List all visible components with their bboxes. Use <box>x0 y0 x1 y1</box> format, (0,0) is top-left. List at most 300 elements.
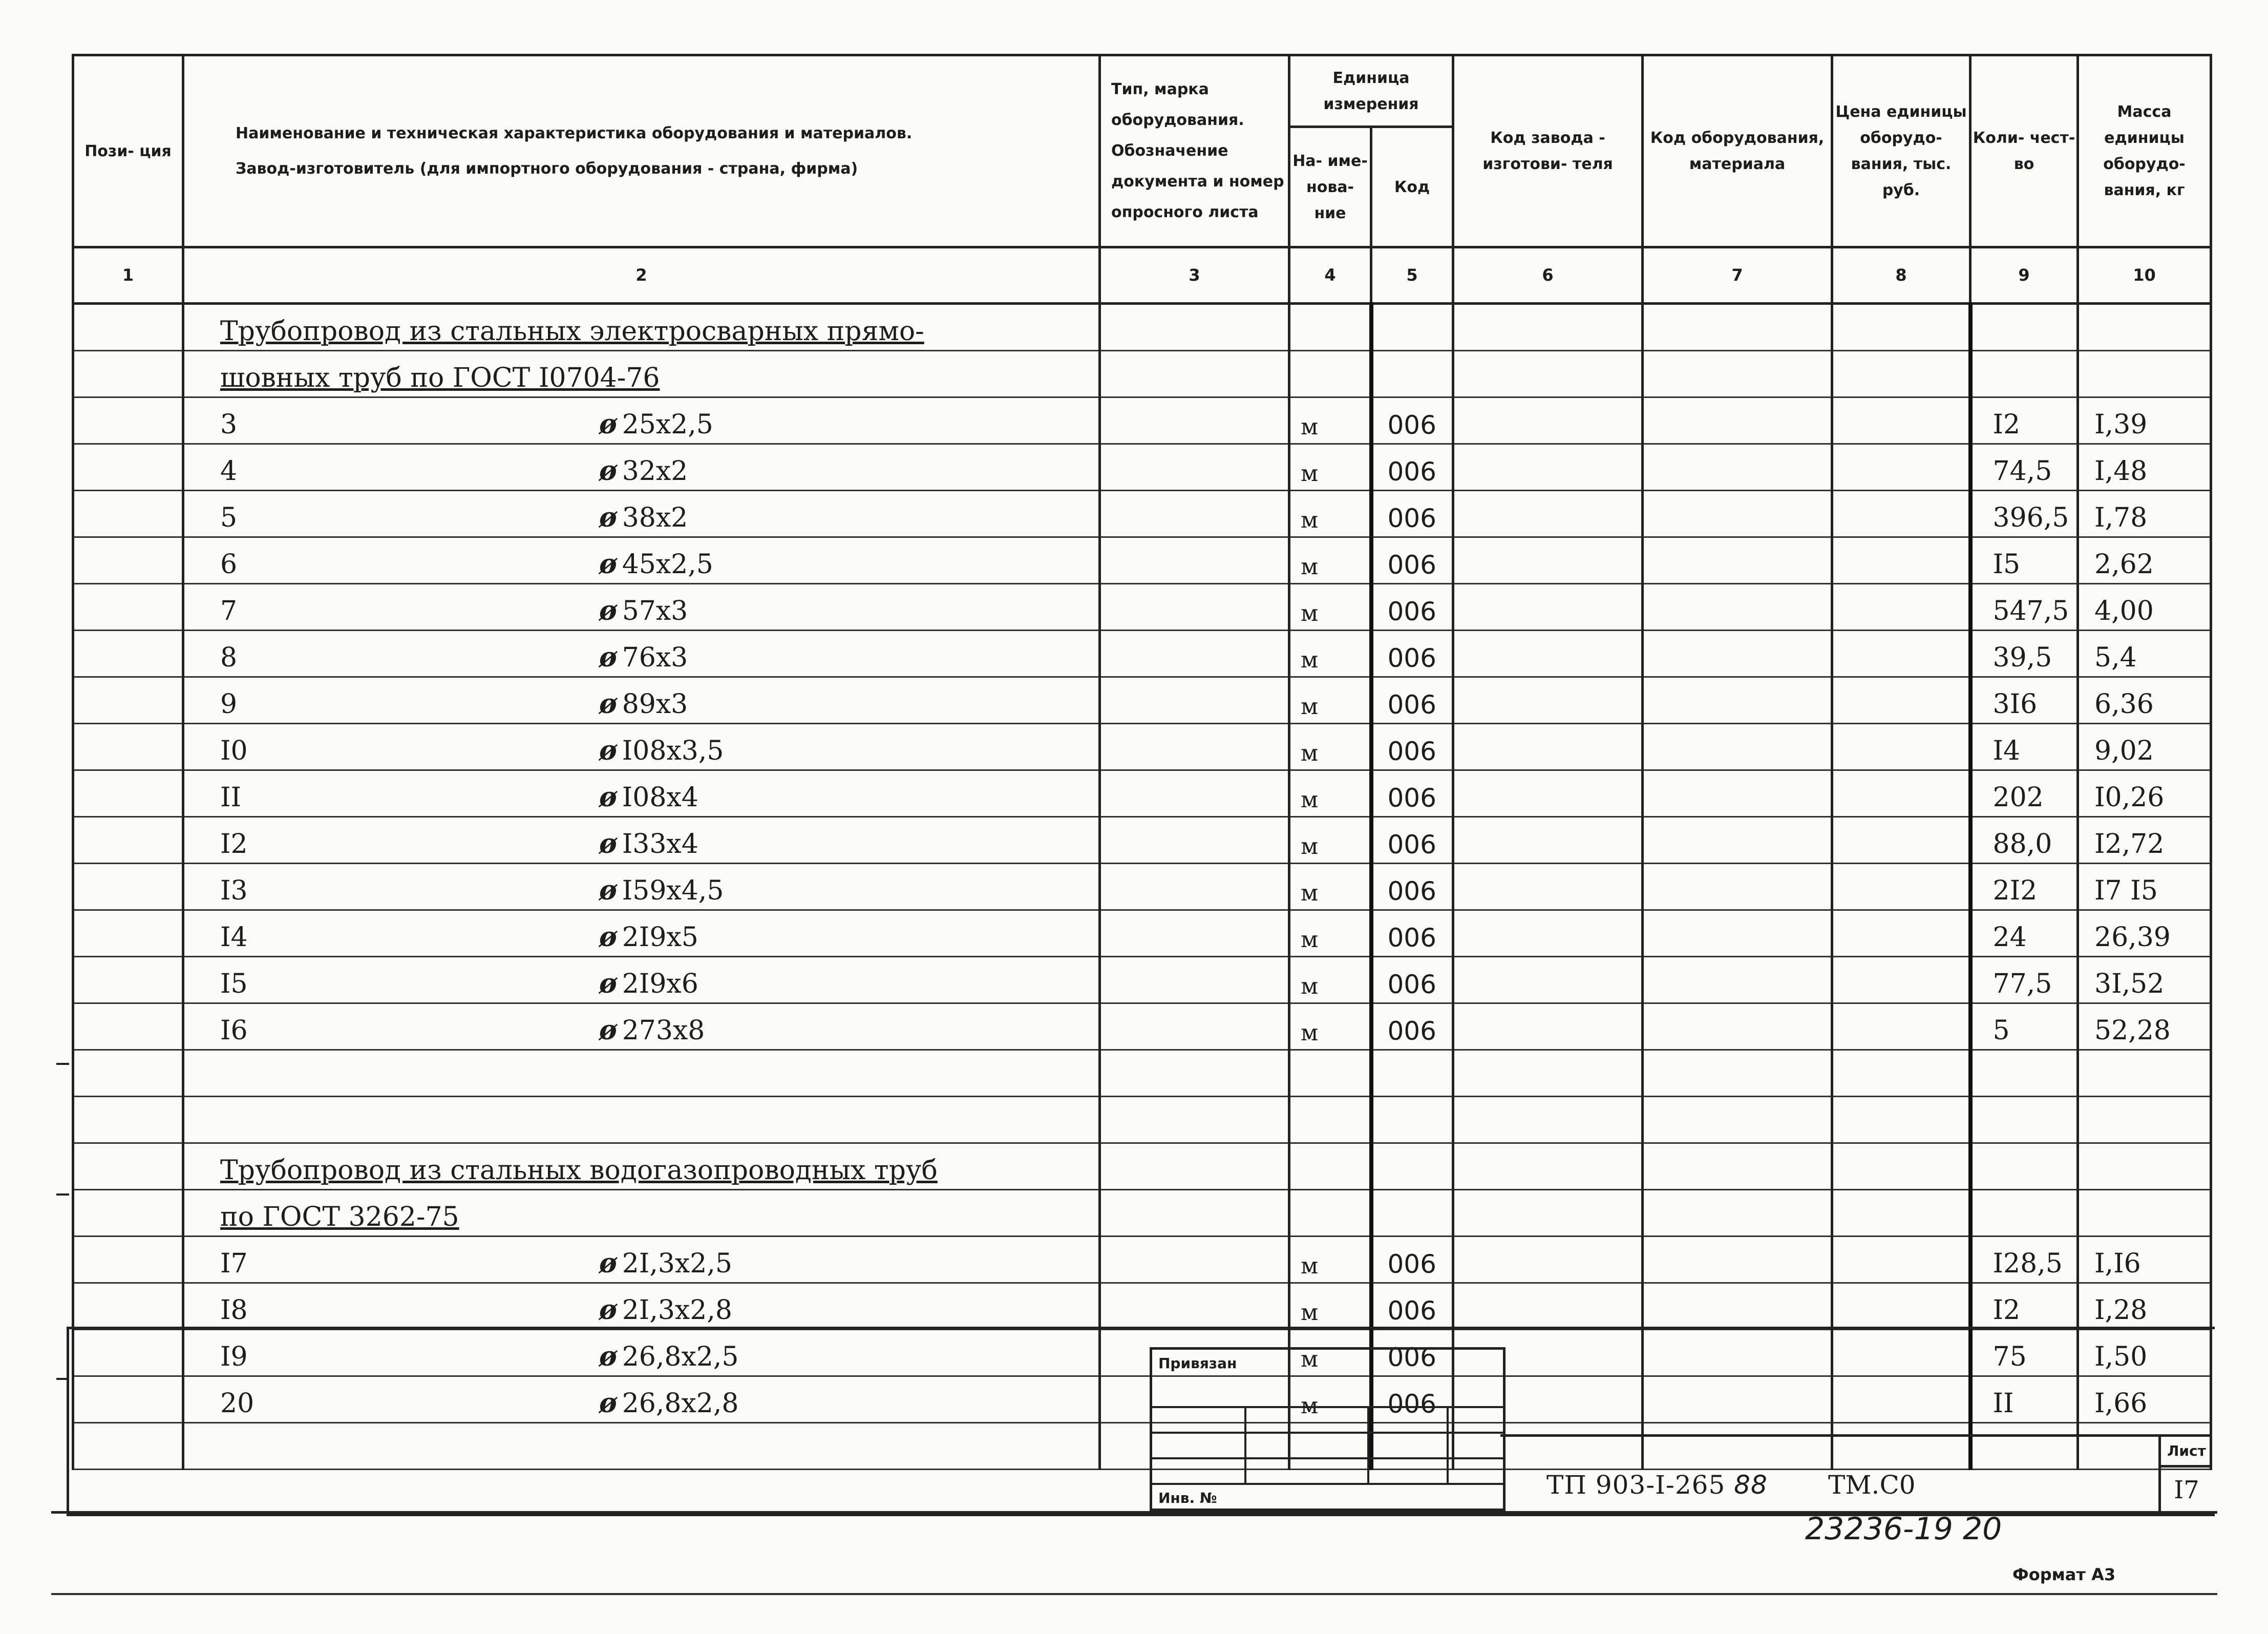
empty-cell <box>1643 1190 1832 1237</box>
factory-code-cell <box>1453 677 1643 724</box>
position-cell <box>73 864 183 910</box>
quantity: 24 <box>1970 910 2078 957</box>
equipment-code-cell <box>1643 397 1832 444</box>
quantity: 2I2 <box>1970 864 2078 910</box>
price-cell <box>1832 631 1970 677</box>
table-row <box>73 957 2211 1003</box>
empty-cell <box>1371 1050 1453 1097</box>
empty-cell <box>2078 1050 2211 1097</box>
margin-tick <box>56 1378 69 1380</box>
unit-name: м <box>1289 1330 1371 1376</box>
type-cell <box>1100 397 1289 444</box>
pipe-size: I08x4 <box>622 782 698 813</box>
empty-cell <box>1643 351 1832 397</box>
price-cell <box>1832 444 1970 491</box>
diameter-icon: ø <box>599 1341 617 1372</box>
empty-cell <box>1643 1050 1832 1097</box>
type-cell <box>1100 957 1289 1003</box>
diameter-icon: ø <box>599 968 617 999</box>
quantity: I2 <box>1970 1283 2078 1330</box>
quantity: I2 <box>1970 397 2078 444</box>
position-cell <box>73 817 183 864</box>
pipe-size: 2I9x6 <box>622 969 698 999</box>
empty-cell <box>2078 1097 2211 1143</box>
price-cell <box>1832 1283 1970 1330</box>
position-cell <box>73 770 183 817</box>
margin-tick <box>56 1063 69 1065</box>
empty-cell <box>1100 1050 1289 1097</box>
diameter-icon: ø <box>599 735 617 766</box>
diameter-icon: ø <box>599 782 617 813</box>
equipment-code-cell <box>1643 631 1832 677</box>
unit-mass: I,I6 <box>2078 1237 2211 1283</box>
column-number: 2 <box>183 247 1100 304</box>
factory-code-cell <box>1453 1283 1643 1330</box>
archive-number: 23236-19 20 <box>1805 1511 2002 1547</box>
quantity: 5 <box>1970 1003 2078 1050</box>
position-cell <box>73 677 183 724</box>
unit-code: 006 <box>1371 1283 1453 1330</box>
unit-name: м <box>1289 491 1371 537</box>
diameter-icon: ø <box>599 1388 617 1419</box>
factory-code-cell <box>1453 817 1643 864</box>
type-cell <box>1100 817 1289 864</box>
table-row <box>73 910 2211 957</box>
header-unit-group: Единица измерения <box>1289 55 1453 127</box>
quantity: 396,5 <box>1970 491 2078 537</box>
unit-code: 006 <box>1371 537 1453 584</box>
factory-code-cell <box>1453 491 1643 537</box>
item-name-cell <box>183 957 1100 1003</box>
position-cell <box>73 957 183 1003</box>
item-position: I8 <box>220 1295 248 1326</box>
column-number: 7 <box>1643 247 1832 304</box>
position-cell <box>73 910 183 957</box>
unit-mass: I,78 <box>2078 491 2211 537</box>
unit-mass: I7 I5 <box>2078 864 2211 910</box>
pipe-size: 2I,3x2,8 <box>622 1295 732 1326</box>
factory-code-cell <box>1453 631 1643 677</box>
position-cell <box>73 1003 183 1050</box>
diameter-icon: ø <box>599 875 617 906</box>
type-cell <box>1100 584 1289 631</box>
header-name <box>183 55 1100 247</box>
quantity: 547,5 <box>1970 584 2078 631</box>
stamp-bound-label: Привязан <box>1158 1355 1237 1372</box>
unit-code: 006 <box>1371 1330 1453 1376</box>
column-number: 1 <box>73 247 183 304</box>
position-cell <box>73 351 183 397</box>
table-row <box>73 537 2211 584</box>
item-position: 6 <box>220 549 238 580</box>
type-cell <box>1100 631 1289 677</box>
unit-name: м <box>1289 537 1371 584</box>
stamp-rule <box>1367 1406 1369 1483</box>
page-base-rule <box>51 1593 2217 1595</box>
pipe-size: 38x2 <box>622 502 688 533</box>
pipe-size: 89x3 <box>622 689 688 720</box>
price-cell <box>1832 677 1970 724</box>
price-cell <box>1832 491 1970 537</box>
margin-tick <box>56 1193 69 1196</box>
empty-cell <box>2078 1190 2211 1237</box>
diameter-icon: ø <box>599 1294 617 1326</box>
equipment-code-cell <box>1643 724 1832 770</box>
item-position: I5 <box>220 969 248 999</box>
stamp-inventory-label: Инв. № <box>1158 1490 1217 1506</box>
item-name-cell <box>183 770 1100 817</box>
empty-cell <box>1371 1190 1453 1237</box>
pipe-size: 2I9x5 <box>622 922 698 953</box>
quantity: 202 <box>1970 770 2078 817</box>
table-row <box>73 1283 2211 1330</box>
item-position: 3 <box>220 409 238 440</box>
position-cell <box>73 1283 183 1330</box>
column-number: 9 <box>1970 247 2078 304</box>
section-heading: по ГОСТ 3262-75 <box>183 1190 1100 1237</box>
unit-name: м <box>1289 864 1371 910</box>
header-type: Тип, марка оборудования. Обозначение документа и номер опросного листа <box>1100 55 1289 247</box>
type-cell <box>1100 910 1289 957</box>
empty-cell <box>1643 1143 1832 1190</box>
unit-mass: I,28 <box>2078 1283 2211 1330</box>
factory-code-cell <box>1453 1003 1643 1050</box>
diameter-icon: ø <box>599 1015 617 1046</box>
price-cell <box>1832 864 1970 910</box>
empty-cell <box>1100 351 1289 397</box>
empty-cell <box>1371 1143 1453 1190</box>
unit-name: м <box>1289 397 1371 444</box>
empty-cell <box>1289 351 1371 397</box>
diameter-icon: ø <box>599 921 617 953</box>
position-cell <box>73 444 183 491</box>
pipe-size: 45x2,5 <box>622 549 713 580</box>
unit-mass: I,48 <box>2078 444 2211 491</box>
empty-cell <box>2078 304 2211 351</box>
item-position: I3 <box>220 875 248 906</box>
empty-cell <box>1453 1143 1643 1190</box>
table-row <box>73 724 2211 770</box>
equipment-code-cell <box>1643 444 1832 491</box>
empty-cell <box>1371 351 1453 397</box>
unit-mass: I0,26 <box>2078 770 2211 817</box>
table-row <box>73 770 2211 817</box>
position-cell <box>73 631 183 677</box>
column-number: 6 <box>1453 247 1643 304</box>
empty-row <box>73 1097 2211 1143</box>
header-mass: Масса единицы оборудо- вания, кг <box>2078 55 2211 247</box>
unit-mass: I2,72 <box>2078 817 2211 864</box>
factory-code-cell <box>1453 910 1643 957</box>
empty-cell <box>1371 304 1453 351</box>
position-cell <box>73 584 183 631</box>
quantity: I28,5 <box>1970 1237 2078 1283</box>
item-name-cell <box>183 910 1100 957</box>
item-name-cell <box>183 491 1100 537</box>
position-cell <box>73 537 183 584</box>
item-position: 9 <box>220 689 238 720</box>
empty-cell <box>1453 351 1643 397</box>
item-name-cell <box>183 444 1100 491</box>
quantity: I5 <box>1970 537 2078 584</box>
type-cell <box>1100 864 1289 910</box>
unit-mass: 5,4 <box>2078 631 2211 677</box>
table-row <box>73 677 2211 724</box>
unit-mass: 26,39 <box>2078 910 2211 957</box>
empty-cell <box>1100 1097 1289 1143</box>
diameter-icon: ø <box>599 642 617 673</box>
pipe-size: I33x4 <box>622 829 698 860</box>
pipe-size: 26,8x2,8 <box>622 1388 739 1419</box>
unit-mass: 52,28 <box>2078 1003 2211 1050</box>
unit-name: м <box>1289 1237 1371 1283</box>
type-cell <box>1100 444 1289 491</box>
document-number-suffix: 88 <box>1734 1470 1768 1500</box>
table-row <box>73 397 2211 444</box>
unit-code: 006 <box>1371 677 1453 724</box>
empty-cell <box>1970 1190 2078 1237</box>
empty-cell <box>1289 1190 1371 1237</box>
diameter-icon: ø <box>599 595 617 626</box>
item-name-cell <box>183 1003 1100 1050</box>
pipe-size: 2I,3x2,5 <box>622 1248 732 1279</box>
unit-name: м <box>1289 957 1371 1003</box>
empty-cell <box>1453 304 1643 351</box>
price-cell <box>1832 724 1970 770</box>
section-heading-row <box>73 1190 2211 1237</box>
equipment-code-cell <box>1643 537 1832 584</box>
factory-code-cell <box>1453 1237 1643 1283</box>
price-cell <box>1832 537 1970 584</box>
table-row <box>73 444 2211 491</box>
header-name-line1: Наименование и техническая характеристика оборудования и материалов. <box>236 124 913 142</box>
price-cell <box>1832 817 1970 864</box>
unit-code: 006 <box>1371 1376 1453 1423</box>
header-position: Пози- ция <box>73 55 183 247</box>
item-position: 5 <box>220 502 238 533</box>
section-heading: Трубопровод из стальных электросварных прямо- <box>183 304 1100 351</box>
document-designation-box <box>1500 1434 2212 1514</box>
diameter-icon: ø <box>599 688 617 720</box>
price-cell <box>1832 584 1970 631</box>
empty-cell <box>1643 304 1832 351</box>
section-heading-row <box>73 1143 2211 1190</box>
column-number: 4 <box>1289 247 1371 304</box>
unit-mass: 2,62 <box>2078 537 2211 584</box>
empty-row <box>73 1050 2211 1097</box>
position-cell <box>73 397 183 444</box>
stamp-rule <box>1447 1406 1449 1483</box>
empty-cell <box>1100 1190 1289 1237</box>
pipe-size: I59x4,5 <box>622 875 724 906</box>
empty-cell <box>1453 1097 1643 1143</box>
pipe-size: 57x3 <box>622 596 688 626</box>
quantity: 3I6 <box>1970 677 2078 724</box>
factory-code-cell <box>1453 864 1643 910</box>
quantity: I4 <box>1970 724 2078 770</box>
empty-cell <box>1100 1143 1289 1190</box>
unit-mass: I,39 <box>2078 397 2211 444</box>
specification-table <box>72 54 2210 1470</box>
table-row <box>73 491 2211 537</box>
unit-name: м <box>1289 631 1371 677</box>
stamp-rule <box>1152 1406 1503 1408</box>
empty-cell <box>1100 304 1289 351</box>
unit-name: м <box>1289 584 1371 631</box>
section-heading: шовных труб по ГОСТ I0704-76 <box>183 351 1100 397</box>
pipe-size: I08x3,5 <box>622 736 724 766</box>
equipment-code-cell <box>1643 1237 1832 1283</box>
empty-cell <box>1289 304 1371 351</box>
sheet-number: I7 <box>2158 1467 2212 1514</box>
diameter-icon: ø <box>599 409 617 440</box>
empty-cell <box>1832 304 1970 351</box>
table-row <box>73 1003 2211 1050</box>
diameter-icon: ø <box>599 549 617 580</box>
column-number: 5 <box>1371 247 1453 304</box>
header-unit-code: Код <box>1371 127 1453 247</box>
stamp-rule <box>1152 1483 1503 1485</box>
equipment-code-cell <box>1643 770 1832 817</box>
unit-name: м <box>1289 1283 1371 1330</box>
item-position: 7 <box>220 596 238 626</box>
empty-cell <box>73 1097 183 1143</box>
empty-cell <box>1371 1097 1453 1143</box>
equipment-code-cell <box>1643 864 1832 910</box>
quantity: 88,0 <box>1970 817 2078 864</box>
equipment-code-cell <box>1643 491 1832 537</box>
empty-cell <box>1970 1143 2078 1190</box>
position-cell <box>73 1237 183 1283</box>
unit-code: 006 <box>1371 817 1453 864</box>
item-position: I7 <box>220 1248 248 1279</box>
item-name-cell <box>183 817 1100 864</box>
header-quantity: Коли- чест- во <box>1970 55 2078 247</box>
diameter-icon: ø <box>599 1248 617 1279</box>
unit-name: м <box>1289 817 1371 864</box>
section-heading-row <box>73 351 2211 397</box>
unit-code: 006 <box>1371 1003 1453 1050</box>
pipe-size: 32x2 <box>622 456 688 487</box>
factory-code-cell <box>1453 537 1643 584</box>
pipe-size: 26,8x2,5 <box>622 1342 739 1372</box>
item-name-cell <box>183 631 1100 677</box>
header-factory-code: Код завода - изготови- теля <box>1453 55 1643 247</box>
factory-code-cell <box>1453 444 1643 491</box>
empty-cell <box>1453 1050 1643 1097</box>
stamp-rule <box>1152 1457 1503 1459</box>
unit-code: 006 <box>1371 631 1453 677</box>
empty-cell <box>1289 1097 1371 1143</box>
equipment-code-cell <box>1643 957 1832 1003</box>
unit-name: м <box>1289 1003 1371 1050</box>
empty-cell <box>1970 304 2078 351</box>
item-position: I0 <box>220 736 248 766</box>
quantity: II <box>1970 1376 2078 1423</box>
unit-mass: 9,02 <box>2078 724 2211 770</box>
price-cell <box>1832 1003 1970 1050</box>
empty-cell <box>1832 1050 1970 1097</box>
item-position: 4 <box>220 456 238 487</box>
header-equipment-code: Код оборудования, материала <box>1643 55 1832 247</box>
equipment-code-cell <box>1643 817 1832 864</box>
column-number: 10 <box>2078 247 2211 304</box>
equipment-code-cell <box>1643 910 1832 957</box>
factory-code-cell <box>1453 770 1643 817</box>
empty-cell <box>2078 351 2211 397</box>
type-cell <box>1100 1237 1289 1283</box>
item-position: I4 <box>220 922 248 953</box>
item-name-cell <box>183 1237 1100 1283</box>
unit-name: м <box>1289 770 1371 817</box>
paper-format: Формат А3 <box>2012 1565 2116 1584</box>
table-row <box>73 1237 2211 1283</box>
empty-cell <box>183 1097 1100 1143</box>
pipe-size: 25x2,5 <box>622 409 713 440</box>
unit-mass: I,66 <box>2078 1376 2211 1423</box>
equipment-code-cell <box>1643 677 1832 724</box>
quantity: 74,5 <box>1970 444 2078 491</box>
factory-code-cell <box>1453 584 1643 631</box>
unit-code: 006 <box>1371 491 1453 537</box>
position-cell <box>73 724 183 770</box>
empty-cell <box>1970 1097 2078 1143</box>
pipe-size: 273x8 <box>622 1015 705 1046</box>
price-cell <box>1832 770 1970 817</box>
unit-code: 006 <box>1371 910 1453 957</box>
empty-cell <box>1453 1190 1643 1237</box>
type-cell <box>1100 1003 1289 1050</box>
item-name-cell <box>183 537 1100 584</box>
factory-code-cell <box>1453 957 1643 1003</box>
unit-mass: I,50 <box>2078 1330 2211 1376</box>
document-number-main: ТП 903-I-265 <box>1546 1470 1726 1500</box>
type-cell <box>1100 491 1289 537</box>
item-position: II <box>220 782 242 813</box>
item-position: I9 <box>220 1342 248 1372</box>
price-cell <box>1832 397 1970 444</box>
unit-name: м <box>1289 910 1371 957</box>
unit-name: м <box>1289 444 1371 491</box>
binding-stamp <box>1150 1347 1506 1511</box>
diameter-icon: ø <box>599 828 617 860</box>
header-price: Цена единицы оборудо- вания, тыс. руб. <box>1832 55 1970 247</box>
unit-mass: 6,36 <box>2078 677 2211 724</box>
empty-cell <box>2078 1143 2211 1190</box>
header-unit-name: На- име- нова- ние <box>1289 127 1371 247</box>
table-row <box>73 817 2211 864</box>
table-row <box>73 631 2211 677</box>
document-number <box>1546 1470 1768 1500</box>
item-position: I2 <box>220 829 248 860</box>
specification-body <box>73 304 2211 1470</box>
item-position: 20 <box>220 1388 255 1419</box>
item-name-cell <box>183 397 1100 444</box>
header-name-line2: Завод-изготовитель (для импортного оборудования - страна, фирма) <box>236 160 858 178</box>
quantity: 77,5 <box>1970 957 2078 1003</box>
diameter-icon: ø <box>599 502 617 533</box>
type-cell <box>1100 537 1289 584</box>
empty-cell <box>1643 1097 1832 1143</box>
item-name-cell <box>183 724 1100 770</box>
stamp-rule <box>1152 1432 1503 1434</box>
unit-code: 006 <box>1371 864 1453 910</box>
empty-cell <box>1289 1050 1371 1097</box>
factory-code-cell <box>1453 397 1643 444</box>
position-cell <box>73 304 183 351</box>
empty-cell <box>1289 1143 1371 1190</box>
table-row <box>73 864 2211 910</box>
